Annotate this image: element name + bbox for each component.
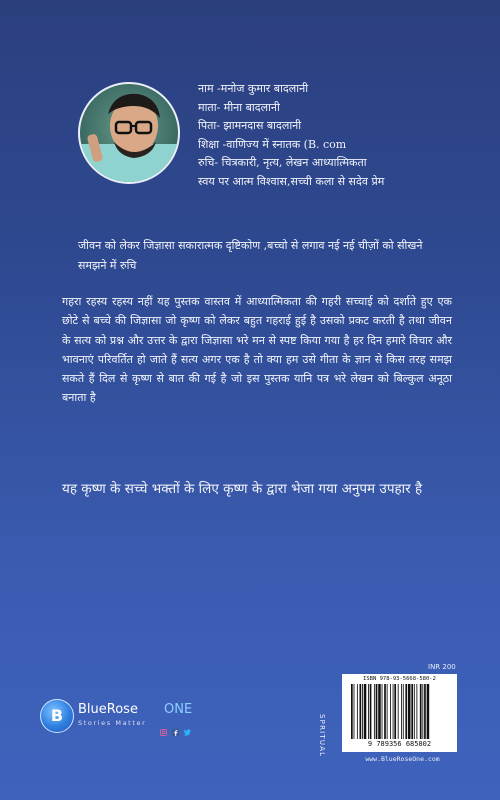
bio-father: पिता- झामनदास बादलानी — [198, 119, 302, 132]
publisher-website: www.BlueRoseOne.com — [365, 755, 440, 763]
price-label: INR 200 — [428, 663, 456, 671]
publisher-name: BlueRose — [78, 702, 138, 717]
facebook-icon — [172, 729, 182, 738]
barcode — [342, 674, 457, 752]
bio-mother: माता- मीना बादलानी — [198, 100, 280, 114]
book-tagline: यह कृष्ण के सच्चे भक्तों के लिए कृष्ण के द्वारा भेजा गया अनुपम उपहार है — [62, 481, 423, 497]
publisher-name-accent: ONE — [164, 702, 193, 717]
author-photo — [78, 82, 180, 184]
social-icons — [160, 729, 193, 738]
book-blurb: गहरा रहस्य रहस्य नहीं यह पुस्तक वास्तव में आध्यात्मिकता की गहरी सच्चाई को दर्शाते हुए एक छोटे से बच्चे की जिज्ञासा जो कृष्ण को लेकर बहुत गहराई हुई है उसको प्रकट करती है तथा जीवन के सत्य को प्रश्न और उत्तर के द्वारा जिज्ञासा भरे मन से स्पष्ट किया गया है हर दिन हमारे विचार और भावनाएं परिवर्तित हो जाते हैं सत्य अगर एक है तो क्या हम उसे गीता के ज्ञान से किस तरह समझ सकते हैं दिल से कृष्ण से बात की गई है जो इस पुस्तक यानि पत्र भरे लेखन को बिल्कुल अनूठा बनाता है — [62, 295, 452, 405]
publisher-tagline: Stories Matter — [78, 719, 147, 727]
barcode-digits: 9 789356 685802 — [367, 740, 432, 748]
barcode-bars — [351, 684, 448, 739]
author-bio — [198, 80, 488, 191]
genre-label: SPRITUAL — [318, 714, 326, 758]
publisher-logo — [40, 699, 200, 747]
bio-name: नाम -मनोज कुमार बादलानी — [198, 82, 309, 95]
bio-hobbies: रुचि- चित्रकारी, नृत्य, लेखन आध्यात्मिकता — [198, 156, 367, 169]
twitter-icon — [183, 729, 191, 738]
bio-education: शिक्षा -वाणिज्य में स्नातक (B. com — [198, 137, 347, 151]
bio-values: स्वय पर आत्म विश्वास,सच्ची कला से सदेव प्रेम — [198, 174, 385, 188]
isbn-label: ISBN 978-93-5668-580-2 — [363, 676, 436, 682]
instagram-icon — [160, 729, 170, 738]
interest-paragraph: जीवन को लेकर जिज्ञासा सकारात्मक दृष्टिकोण ,बच्चो से लगाव नई नई चीज़ों को सीखने समझने में रुचि — [78, 239, 423, 272]
publisher-logo-mark: B — [40, 699, 74, 733]
